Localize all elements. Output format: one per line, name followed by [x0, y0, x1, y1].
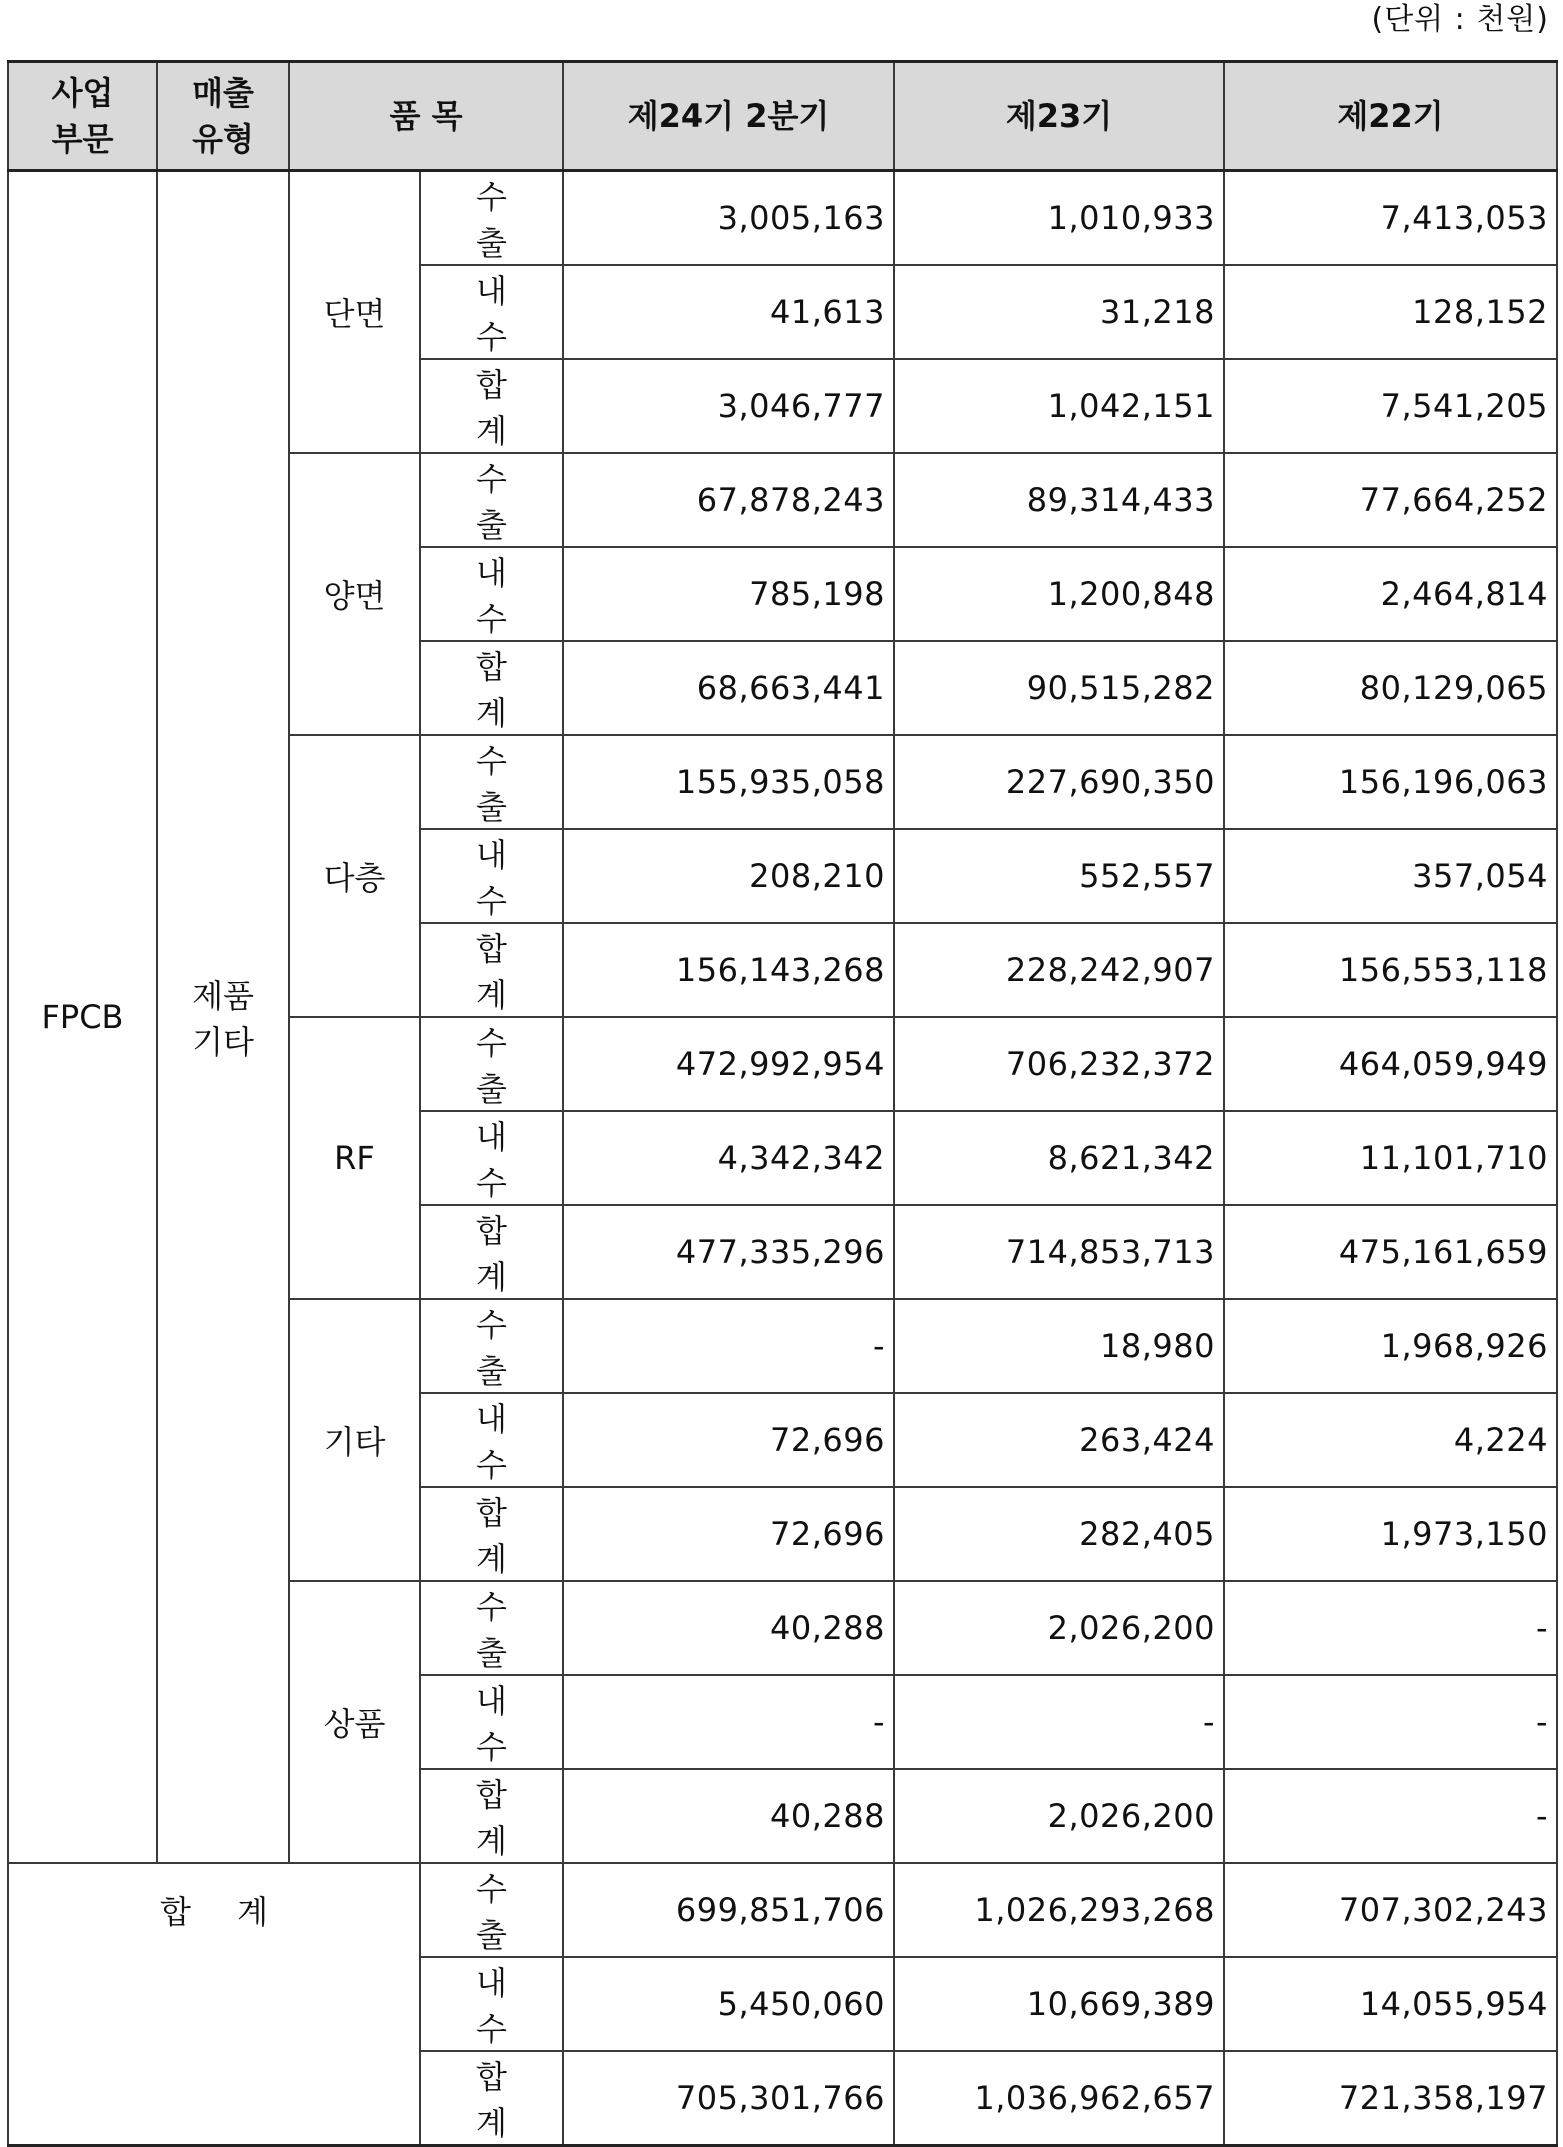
- total-value-22-cell: 721,358,197: [1224, 2051, 1557, 2146]
- sales-kind-cell: 내 수: [420, 1393, 563, 1487]
- header-sales-type: 매출 유형: [157, 62, 289, 171]
- value-23-cell: 2,026,200: [894, 1769, 1224, 1863]
- value-22-cell: 156,196,063: [1224, 735, 1557, 829]
- total-label-cell: 합 계: [8, 1863, 420, 1957]
- value-23-cell: 90,515,282: [894, 641, 1224, 735]
- sales-kind-cell: 수 출: [420, 453, 563, 547]
- value-24q2-cell: 67,878,243: [563, 453, 894, 547]
- value-23-cell: 18,980: [894, 1299, 1224, 1393]
- total-value-23-cell: 10,669,389: [894, 1957, 1224, 2051]
- total-row: [8, 1957, 1557, 2051]
- value-24q2-cell: -: [563, 1299, 894, 1393]
- value-22-cell: 357,054: [1224, 829, 1557, 923]
- sales-type-line: 기타: [192, 1023, 254, 1061]
- value-22-cell: -: [1224, 1581, 1557, 1675]
- value-24q2-cell: -: [563, 1675, 894, 1769]
- sales-kind-cell: 내 수: [420, 1111, 563, 1205]
- value-23-cell: 282,405: [894, 1487, 1224, 1581]
- value-24q2-cell: 472,992,954: [563, 1017, 894, 1111]
- value-23-cell: -: [894, 1675, 1224, 1769]
- value-23-cell: 227,690,350: [894, 735, 1224, 829]
- value-23-cell: 8,621,342: [894, 1111, 1224, 1205]
- unit-label: (단위 : 천원): [1371, 2, 1549, 37]
- value-22-cell: 1,973,150: [1224, 1487, 1557, 1581]
- sales-kind-cell: 합 계: [420, 1769, 563, 1863]
- value-23-cell: 1,200,848: [894, 547, 1224, 641]
- sales-kind-cell: 내 수: [420, 547, 563, 641]
- product-group-cell: 단면: [289, 171, 420, 454]
- value-24q2-cell: 68,663,441: [563, 641, 894, 735]
- value-24q2-cell: 41,613: [563, 265, 894, 359]
- value-22-cell: 7,413,053: [1224, 171, 1557, 266]
- sales-kind-cell: 수 출: [420, 735, 563, 829]
- product-group-cell: 다층: [289, 735, 420, 1017]
- sales-kind-cell: 합 계: [420, 641, 563, 735]
- sales-kind-cell: 내 수: [420, 265, 563, 359]
- value-24q2-cell: 3,046,777: [563, 359, 894, 453]
- value-23-cell: 714,853,713: [894, 1205, 1224, 1299]
- value-24q2-cell: 155,935,058: [563, 735, 894, 829]
- value-23-cell: 1,010,933: [894, 171, 1224, 266]
- total-row: [8, 1863, 1557, 1957]
- table-header: [8, 62, 1557, 171]
- header-segment: 사업 부문: [8, 62, 157, 171]
- total-value-22-cell: 14,055,954: [1224, 1957, 1557, 2051]
- value-23-cell: 31,218: [894, 265, 1224, 359]
- total-kind-cell: 수 출: [420, 1863, 563, 1957]
- value-22-cell: 464,059,949: [1224, 1017, 1557, 1111]
- product-group-cell: 기타: [289, 1299, 420, 1581]
- value-22-cell: 1,968,926: [1224, 1299, 1557, 1393]
- value-24q2-cell: 208,210: [563, 829, 894, 923]
- sales-type-line: 제품: [192, 977, 254, 1015]
- total-value-24q2-cell: 5,450,060: [563, 1957, 894, 2051]
- value-24q2-cell: 40,288: [563, 1581, 894, 1675]
- value-24q2-cell: 156,143,268: [563, 923, 894, 1017]
- total-value-22-cell: 707,302,243: [1224, 1863, 1557, 1957]
- value-24q2-cell: 4,342,342: [563, 1111, 894, 1205]
- product-group-cell: 양면: [289, 453, 420, 735]
- table-body: [8, 171, 1557, 2146]
- value-23-cell: 706,232,372: [894, 1017, 1224, 1111]
- segment-cell: FPCB: [8, 171, 157, 1864]
- total-kind-cell: 합 계: [420, 2051, 563, 2146]
- sales-kind-cell: 수 출: [420, 1017, 563, 1111]
- value-22-cell: -: [1224, 1675, 1557, 1769]
- value-22-cell: 7,541,205: [1224, 359, 1557, 453]
- total-value-23-cell: 1,026,293,268: [894, 1863, 1224, 1957]
- value-22-cell: -: [1224, 1769, 1557, 1863]
- value-24q2-cell: 477,335,296: [563, 1205, 894, 1299]
- sales-kind-cell: 합 계: [420, 1205, 563, 1299]
- product-group-cell: RF: [289, 1017, 420, 1299]
- value-24q2-cell: 785,198: [563, 547, 894, 641]
- value-23-cell: 228,242,907: [894, 923, 1224, 1017]
- sales-type-cell: [157, 171, 289, 1864]
- value-22-cell: 156,553,118: [1224, 923, 1557, 1017]
- sales-kind-cell: 합 계: [420, 923, 563, 1017]
- value-22-cell: 4,224: [1224, 1393, 1557, 1487]
- header-period-24q2: 제24기 2분기: [563, 62, 894, 171]
- total-row: [8, 2051, 1557, 2146]
- total-value-23-cell: 1,036,962,657: [894, 2051, 1224, 2146]
- product-group-cell: 상품: [289, 1581, 420, 1863]
- value-24q2-cell: 40,288: [563, 1769, 894, 1863]
- sales-kind-cell: 합 계: [420, 359, 563, 453]
- value-22-cell: 80,129,065: [1224, 641, 1557, 735]
- header-item: 품 목: [289, 62, 563, 171]
- value-23-cell: 552,557: [894, 829, 1224, 923]
- value-23-cell: 89,314,433: [894, 453, 1224, 547]
- sales-table: [7, 60, 1558, 2147]
- total-value-24q2-cell: 705,301,766: [563, 2051, 894, 2146]
- sales-kind-cell: 내 수: [420, 1675, 563, 1769]
- value-22-cell: 475,161,659: [1224, 1205, 1557, 1299]
- sales-kind-cell: 합 계: [420, 1487, 563, 1581]
- total-value-24q2-cell: 699,851,706: [563, 1863, 894, 1957]
- total-label-cell: [8, 1957, 420, 2051]
- value-23-cell: 263,424: [894, 1393, 1224, 1487]
- value-22-cell: 77,664,252: [1224, 453, 1557, 547]
- value-24q2-cell: 72,696: [563, 1393, 894, 1487]
- value-23-cell: 1,042,151: [894, 359, 1224, 453]
- value-22-cell: 128,152: [1224, 265, 1557, 359]
- sales-kind-cell: 수 출: [420, 1299, 563, 1393]
- total-label-cell: [8, 2051, 420, 2146]
- value-24q2-cell: 3,005,163: [563, 171, 894, 266]
- sales-kind-cell: 내 수: [420, 829, 563, 923]
- table-row: [8, 171, 1557, 266]
- total-kind-cell: 내 수: [420, 1957, 563, 2051]
- sales-kind-cell: 수 출: [420, 1581, 563, 1675]
- value-23-cell: 2,026,200: [894, 1581, 1224, 1675]
- sales-kind-cell: 수 출: [420, 171, 563, 266]
- value-22-cell: 2,464,814: [1224, 547, 1557, 641]
- header-period-23: 제23기: [894, 62, 1224, 171]
- value-24q2-cell: 72,696: [563, 1487, 894, 1581]
- value-22-cell: 11,101,710: [1224, 1111, 1557, 1205]
- header-period-22: 제22기: [1224, 62, 1557, 171]
